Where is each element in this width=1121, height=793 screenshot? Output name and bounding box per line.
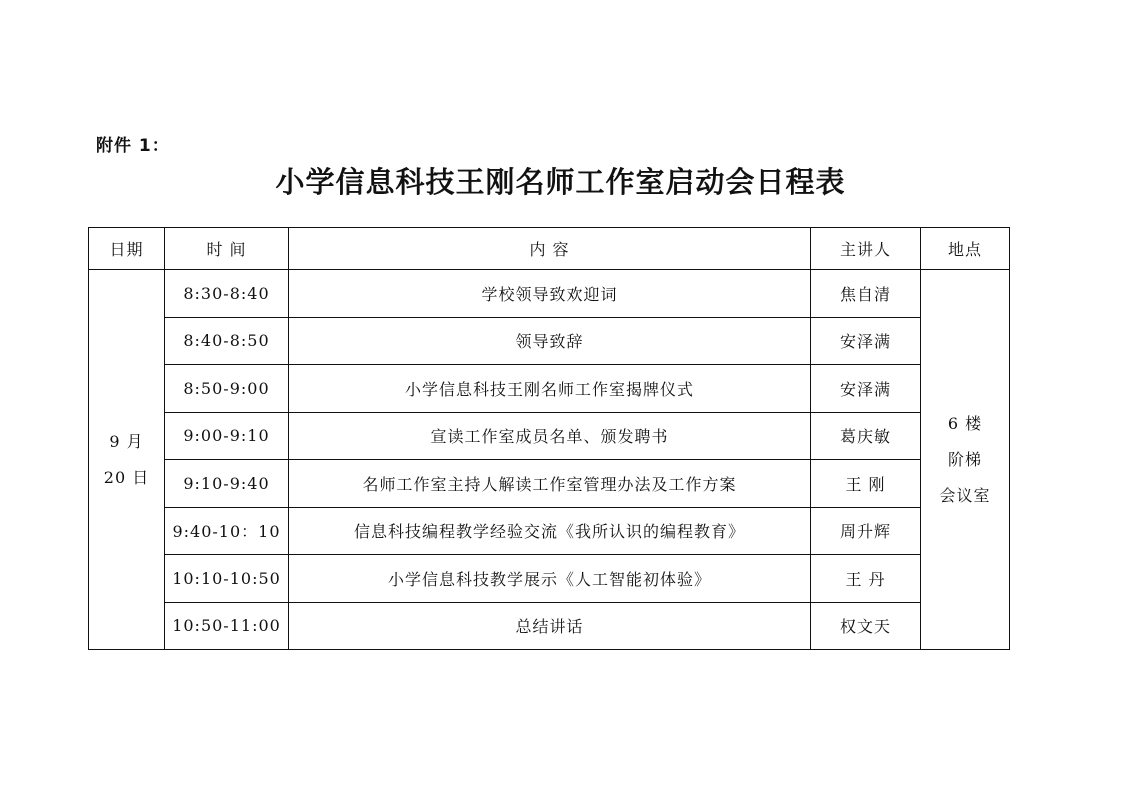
speaker-cell: 权文天 — [811, 602, 921, 650]
time-cell: 8:50-9:00 — [165, 365, 289, 413]
content-cell: 小学信息科技王刚名师工作室揭牌仪式 — [289, 365, 811, 413]
date-day: 20 日 — [103, 467, 150, 487]
place-floor: 6 楼 — [947, 413, 983, 433]
speaker-cell: 安泽满 — [811, 317, 921, 365]
header-time: 时 间 — [165, 228, 289, 270]
time-cell: 10:50-11:00 — [165, 602, 289, 650]
content-cell: 小学信息科技教学展示《人工智能初体验》 — [289, 555, 811, 603]
speaker-cell: 安泽满 — [811, 365, 921, 413]
attachment-label: 附件 1： — [96, 136, 170, 156]
header-date: 日期 — [89, 228, 165, 270]
header-content: 内 容 — [289, 228, 811, 270]
speaker-cell: 周升辉 — [811, 507, 921, 555]
content-cell: 总结讲话 — [289, 602, 811, 650]
speaker-cell: 葛庆敏 — [811, 412, 921, 460]
table-row — [89, 460, 1010, 508]
place-hall: 阶梯 — [947, 449, 982, 469]
content-cell: 领导致辞 — [289, 317, 811, 365]
table-header-row — [89, 228, 1010, 270]
page-title: 小学信息科技王刚名师工作室启动会日程表 — [275, 165, 846, 199]
time-cell: 9:40-10：10 — [165, 507, 289, 555]
table-row — [89, 270, 1010, 318]
table-row — [89, 602, 1010, 650]
date-cell — [89, 270, 165, 650]
content-cell: 名师工作室主持人解读工作室管理办法及工作方案 — [289, 460, 811, 508]
speaker-cell: 王 丹 — [811, 555, 921, 603]
date-month: 9 月 — [109, 431, 144, 451]
table-row — [89, 365, 1010, 413]
schedule-table — [88, 227, 1010, 650]
content-cell: 宣读工作室成员名单、颁发聘书 — [289, 412, 811, 460]
place-cell — [921, 270, 1010, 650]
content-cell: 信息科技编程教学经验交流《我所认识的编程教育》 — [289, 507, 811, 555]
time-cell: 8:30-8:40 — [165, 270, 289, 318]
time-cell: 10:10-10:50 — [165, 555, 289, 603]
table-row — [89, 317, 1010, 365]
speaker-cell: 焦自清 — [811, 270, 921, 318]
table-row — [89, 555, 1010, 603]
time-cell: 9:10-9:40 — [165, 460, 289, 508]
table-row — [89, 507, 1010, 555]
header-place: 地点 — [921, 228, 1010, 270]
time-cell: 9:00-9:10 — [165, 412, 289, 460]
place-room: 会议室 — [939, 485, 991, 505]
content-cell: 学校领导致欢迎词 — [289, 270, 811, 318]
header-speaker: 主讲人 — [811, 228, 921, 270]
time-cell: 8:40-8:50 — [165, 317, 289, 365]
table-row — [89, 412, 1010, 460]
speaker-cell: 王 刚 — [811, 460, 921, 508]
